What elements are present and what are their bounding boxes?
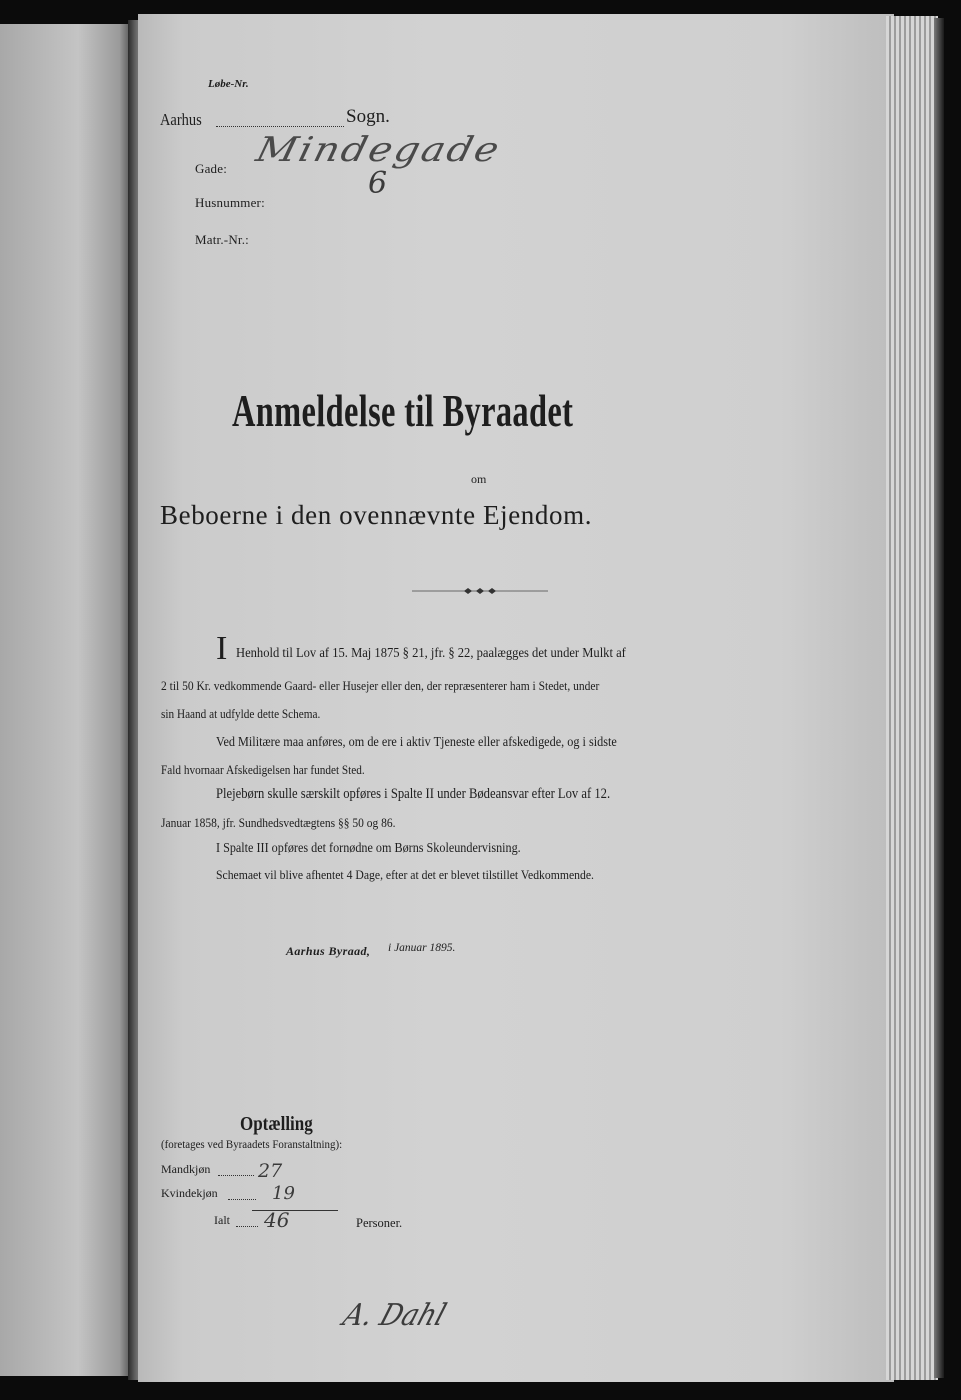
male-dotted-line xyxy=(218,1175,254,1176)
male-value: 27 xyxy=(258,1160,283,1182)
total-dotted-line xyxy=(236,1226,258,1227)
body-line-6: Plejebørn skulle særskilt opføres i Spalte II under Bødeansvar efter Lov af 12. xyxy=(216,786,611,802)
census-heading: Optælling xyxy=(240,1113,313,1135)
street-label: Gade: xyxy=(195,161,228,176)
issuer: Aarhus Byraad, xyxy=(286,944,371,958)
ornament-divider xyxy=(412,584,548,598)
total-label: Ialt xyxy=(214,1213,230,1227)
document-title: Anmeldelse til Byraadet xyxy=(232,386,574,436)
body-line-5: Fald hvornaar Afskedigelsen har fundet Sted. xyxy=(161,763,365,777)
lobe-nr-label: Løbe-Nr. xyxy=(208,78,249,90)
body-line-2: 2 til 50 Kr. vedkommende Gaard- eller Husejer eller den, der repræsenterer ham i Stedet, under xyxy=(161,678,600,693)
street-value: Mindegade xyxy=(252,130,506,170)
census-note: (foretages ved Byraadets Foranstaltning): xyxy=(161,1139,343,1151)
signature: A. Dahl xyxy=(338,1298,451,1333)
page-edges xyxy=(886,16,938,1380)
female-label: Kvindekjøn xyxy=(161,1186,218,1200)
initial-letter: I xyxy=(216,630,228,667)
house-number-label: Husnummer: xyxy=(195,195,265,210)
body-line-7: Januar 1858, jfr. Sundhedsvedtægtens §§ 50 og 86. xyxy=(161,816,396,830)
parish-label: Aarhus xyxy=(160,110,202,129)
matr-label: Matr.-Nr.: xyxy=(195,232,249,247)
house-number-value: 6 xyxy=(368,166,388,201)
persons-label: Personer. xyxy=(356,1216,403,1230)
issue-date: i Januar 1895. xyxy=(388,942,456,954)
male-label: Mandkjøn xyxy=(161,1162,211,1176)
body-line-1: Henhold til Lov af 15. Maj 1875 § 21, jfr. § 22, paalægges det under Mulkt af xyxy=(236,645,626,660)
page-edges-shadow xyxy=(934,18,944,1378)
body-line-4: Ved Militære maa anføres, om de ere i aktiv Tjeneste eller afskedigede, og i sidste xyxy=(216,734,617,749)
body-line-9: Schemaet vil blive afhentet 4 Dage, efter at det er blevet tilstillet Vedkommende. xyxy=(216,867,594,882)
parish-dotted-line xyxy=(216,126,344,127)
female-value: 19 xyxy=(272,1183,295,1204)
body-line-3: sin Haand at udfylde dette Schema. xyxy=(161,707,321,721)
total-value: 46 xyxy=(264,1208,290,1232)
title-connector: om xyxy=(471,472,487,486)
document-page xyxy=(138,14,894,1382)
document-subtitle: Beboerne i den ovennævnte Ejendom. xyxy=(160,500,593,530)
female-dotted-line xyxy=(228,1199,256,1200)
body-line-8: I Spalte III opføres det fornødne om Børns Skoleundervisning. xyxy=(216,840,521,855)
parish-suffix: Sogn. xyxy=(346,106,390,127)
left-facing-page xyxy=(0,24,130,1376)
